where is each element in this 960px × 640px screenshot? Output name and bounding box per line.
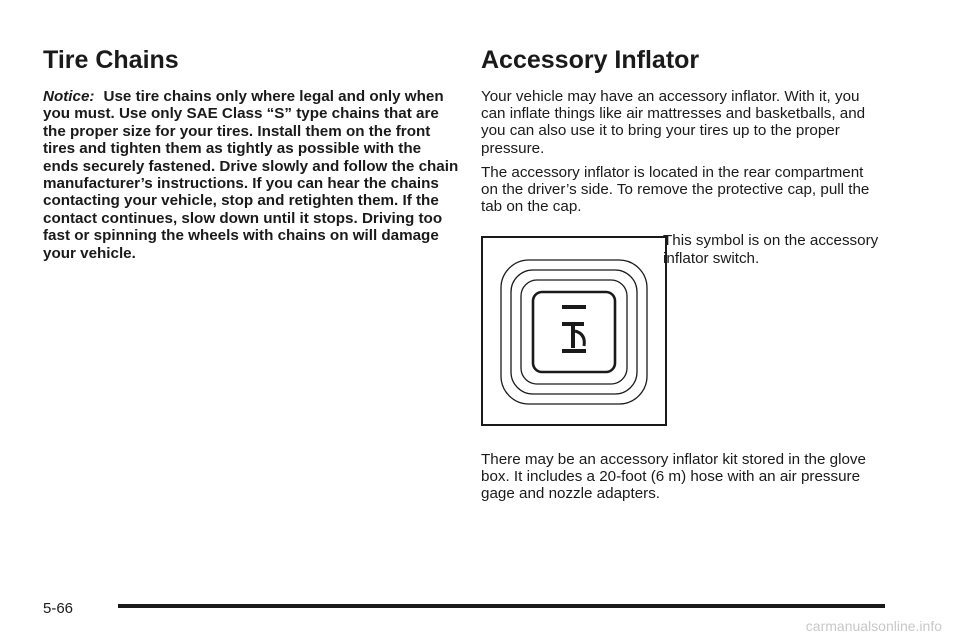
accessory-inflator-switch-icon [483, 238, 665, 424]
symbol-caption: This symbol is on the accessory inflator switch. [663, 232, 879, 267]
page-number: 5-66 [43, 600, 74, 617]
notice-text: Use tire chains only where legal and only when you must. Use only SAE Class “S” type chains that are the proper size for your tires. Install them on the front tires and tighten them as tightly as possible with the ends securely fastened. Drive slowly and follow the chain manufacturer’s instructions. If you can hear the chains contacting your vehicle, stop and retighten them. If the contact continues, slow down until it stops. Driving too fast or spinning the wheels with chains on will damage your vehicle. [43, 88, 459, 262]
inflator-location-paragraph: The accessory inflator is located in the rear compartment on the driver’s side. To remove the protective cap, pull the tab on the cap. [481, 164, 870, 216]
inflator-kit-paragraph: There may be an accessory inflator kit stored in the glove box. It includes a 20-foot (6 m) hose with an air pressure gage and nozzle adapters. [481, 451, 866, 503]
tire-chains-heading: Tire Chains [43, 46, 179, 74]
tire-chains-notice [43, 88, 459, 262]
footer-divider [118, 604, 885, 608]
watermark: carmanualsonline.info [805, 618, 942, 634]
inflator-intro-paragraph: Your vehicle may have an accessory inflator. With it, you can inflate things like air mattresses and basketballs, and you can also use it to bring your tires up to the proper pressure. [481, 88, 866, 157]
notice-label: Notice: [43, 88, 95, 105]
inflator-symbol-figure [481, 236, 667, 426]
accessory-inflator-heading: Accessory Inflator [481, 46, 700, 74]
